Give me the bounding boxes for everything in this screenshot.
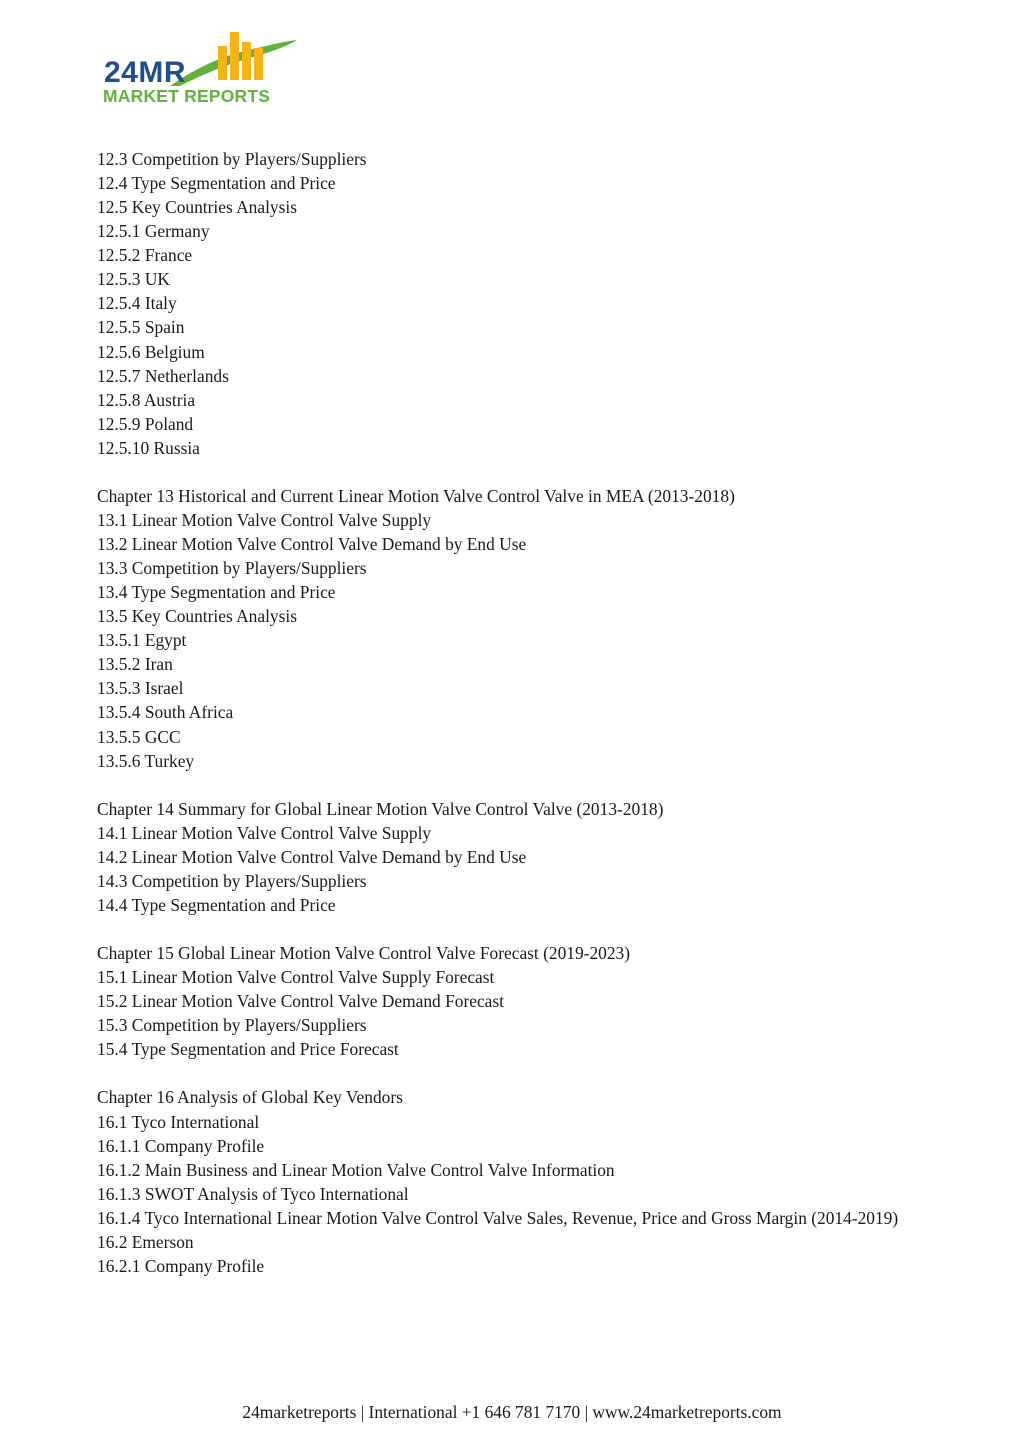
section-spacer [97, 1061, 927, 1085]
toc-entry: 12.5.2 France [97, 245, 193, 266]
toc-entry: 12.5 Key Countries Analysis [97, 197, 297, 218]
toc-entry: 12.5.1 Germany [97, 221, 210, 242]
section-spacer [97, 773, 927, 797]
toc-entry: 14.4 Type Segmentation and Price [97, 894, 336, 915]
toc-entry: 12.4 Type Segmentation and Price [97, 173, 336, 194]
section-spacer [97, 460, 927, 484]
toc-entry: 12.5.9 Poland [97, 413, 194, 434]
toc-entry: 15.3 Competition by Players/Suppliers [97, 1015, 367, 1036]
toc-entry: 13.5.2 Iran [97, 654, 173, 675]
page-footer: 24marketreports | International +1 646 781 7170 | www.24marketreports.com [242, 1402, 782, 1422]
toc-entry: 14.1 Linear Motion Valve Control Valve Supply [97, 822, 432, 843]
toc-entry: 16.2 Emerson [97, 1231, 194, 1252]
toc-entry: 16.1.2 Main Business and Linear Motion Valve Control Valve Information [97, 1159, 615, 1180]
toc-entry: 12.5.10 Russia [97, 437, 200, 458]
toc-entry: 13.4 Type Segmentation and Price [97, 582, 336, 603]
toc-entry: 13.5.6 Turkey [97, 750, 195, 771]
toc-entry: 16.1 Tyco International [97, 1111, 260, 1132]
toc-entry: 13.5.1 Egypt [97, 630, 187, 651]
toc-entry: 12.5.6 Belgium [97, 341, 205, 362]
toc-entry: 15.1 Linear Motion Valve Control Valve Supply Forecast [97, 967, 495, 988]
toc-entry: 15.2 Linear Motion Valve Control Valve Demand Forecast [97, 991, 504, 1012]
toc-entry: 13.5 Key Countries Analysis [97, 606, 297, 627]
table-of-contents [97, 147, 927, 1278]
toc-chapter-heading: Chapter 14 Summary for Global Linear Motion Valve Control Valve (2013-2018) [97, 798, 664, 819]
toc-entry: 16.1.3 SWOT Analysis of Tyco International [97, 1183, 409, 1204]
toc-chapter-heading: Chapter 15 Global Linear Motion Valve Control Valve Forecast (2019-2023) [97, 943, 631, 964]
logo-wordmark: 24MR [104, 56, 187, 89]
logo-tagline: MARKET REPORTS [103, 86, 271, 106]
toc-entry: 13.5.5 GCC [97, 726, 181, 747]
toc-entry: 12.5.4 Italy [97, 293, 177, 314]
toc-entry: 16.1.1 Company Profile [97, 1135, 265, 1156]
toc-entry: 12.5.3 UK [97, 269, 170, 290]
section-spacer [97, 917, 927, 941]
toc-chapter-heading: Chapter 16 Analysis of Global Key Vendors [97, 1087, 403, 1108]
toc-entry: 13.5.3 Israel [97, 678, 184, 699]
toc-entry: 14.3 Competition by Players/Suppliers [97, 870, 367, 891]
toc-entry: 12.5.7 Netherlands [97, 365, 229, 386]
toc-entry: 12.5.8 Austria [97, 389, 196, 410]
toc-entry: 15.4 Type Segmentation and Price Forecast [97, 1039, 399, 1060]
toc-entry: 13.3 Competition by Players/Suppliers [97, 558, 367, 579]
toc-entry: 16.2.1 Company Profile [97, 1255, 265, 1276]
toc-entry: 16.1.4 Tyco International Linear Motion Valve Control Valve Sales, Revenue, Price and Gross Margin (2014-2019) [97, 1207, 899, 1228]
toc-entry: 13.2 Linear Motion Valve Control Valve Demand by End Use [97, 534, 527, 554]
toc-entry: 13.1 Linear Motion Valve Control Valve Supply [97, 509, 432, 530]
company-logo [100, 28, 305, 108]
toc-chapter-heading: Chapter 13 Historical and Current Linear Motion Valve Control Valve in MEA (2013-2018) [97, 485, 735, 506]
toc-entry: 14.2 Linear Motion Valve Control Valve Demand by End Use [97, 846, 527, 867]
toc-entry: 12.3 Competition by Players/Suppliers [97, 149, 367, 169]
toc-entry: 13.5.4 South Africa [97, 702, 234, 723]
toc-entry: 12.5.5 Spain [97, 317, 185, 338]
